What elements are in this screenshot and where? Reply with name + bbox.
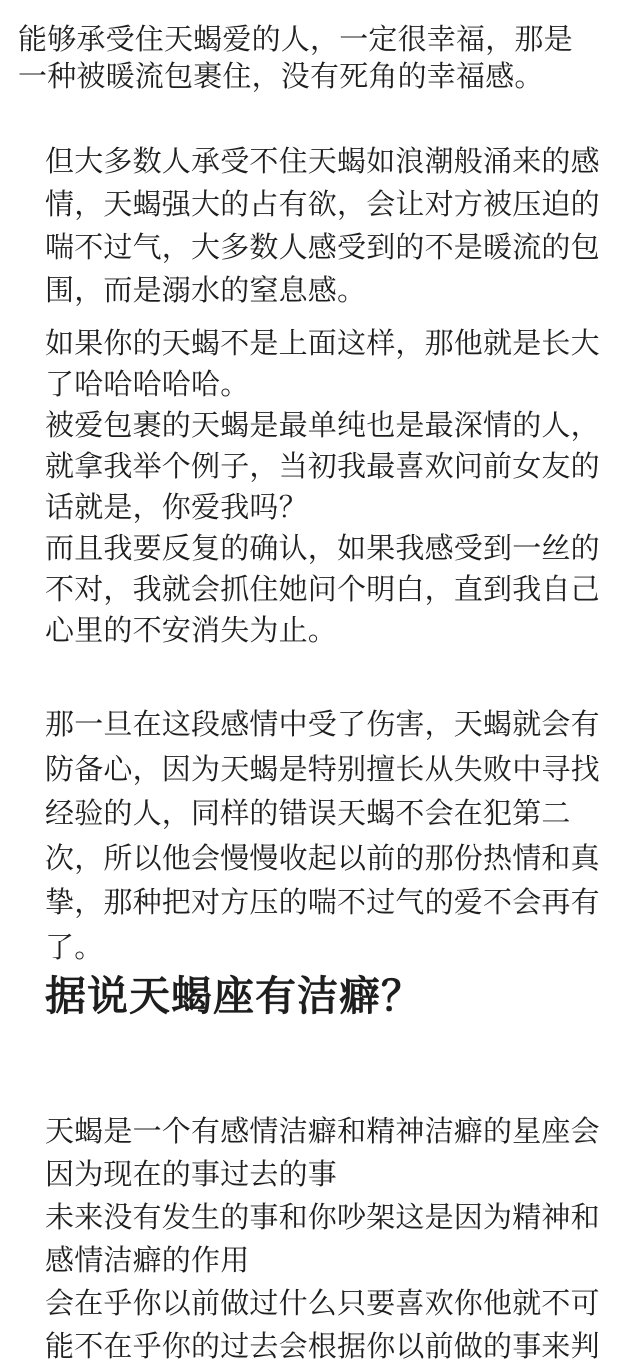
- text-line: 会在乎你以前做过什么只要喜欢你他就不可: [45, 1286, 600, 1320]
- text-line: 经验的人，同样的错误天蝎不会在犯第二: [45, 796, 571, 831]
- text-line: 不对，我就会抓住她问个明白，直到我自己: [45, 572, 600, 606]
- text-line: 感情洁癖的作用: [45, 1243, 250, 1277]
- text-line: 而且我要反复的确认，如果我感受到一丝的: [45, 531, 600, 565]
- text-line: 就拿我举个例子，当初我最喜欢问前女友的: [45, 449, 600, 483]
- text-line: 了哈哈哈哈哈。: [45, 367, 250, 401]
- text-line: 话就是，你爱我吗？: [45, 490, 308, 524]
- text-line: 防备心，因为天蝎是特别擅长从失败中寻找: [45, 751, 600, 786]
- text-line: 那一旦在这段感情中受了伤害，天蝎就会有: [45, 707, 600, 741]
- text-line: 能够承受住天蝎爱的人，一定很幸福，那是: [18, 22, 573, 56]
- text-line: 因为现在的事过去的事: [45, 1157, 338, 1191]
- text-line: 如果你的天蝎不是上面这样，那他就是长大: [45, 326, 600, 360]
- text-line: 情，天蝎强大的占有欲，会让对方被压迫的: [45, 187, 600, 221]
- text-line: 心里的不安消失为止。: [45, 613, 338, 647]
- text-line: 次，所以他会慢慢收起以前的那份热情和真: [45, 840, 600, 875]
- text-line: 天蝎是一个有感情洁癖和精神洁癖的星座会: [45, 1114, 600, 1148]
- intro-paragraph: [0, 21, 640, 95]
- text-line: 未来没有发生的事和你吵架这是因为精神和: [45, 1200, 600, 1234]
- text-line: 但大多数人承受不住天蝎如浪潮般涌来的感: [45, 144, 600, 178]
- text-line: 围，而是溺水的窒息感。: [45, 273, 367, 307]
- text-line: 能不在乎你的过去会根据你以前做的事来判: [45, 1329, 600, 1363]
- paragraph-2: [0, 140, 640, 312]
- paragraph-3: [0, 323, 640, 651]
- section-heading: 据说天蝎座有洁癖？: [45, 972, 423, 1020]
- text-line: 被爱包裹的天蝎是最单纯也是最深情的人，: [45, 408, 600, 442]
- paragraph-4: [0, 702, 640, 970]
- paragraph-5: [0, 1110, 640, 1368]
- text-line: 挚，那种把对方压的喘不过气的爱不会再有: [45, 885, 600, 920]
- text-line: 喘不过气，大多数人感受到的不是暖流的包: [45, 230, 600, 264]
- text-line: 了。: [45, 929, 104, 964]
- text-line: 一种被暖流包裹住，没有死角的幸福感。: [18, 59, 544, 93]
